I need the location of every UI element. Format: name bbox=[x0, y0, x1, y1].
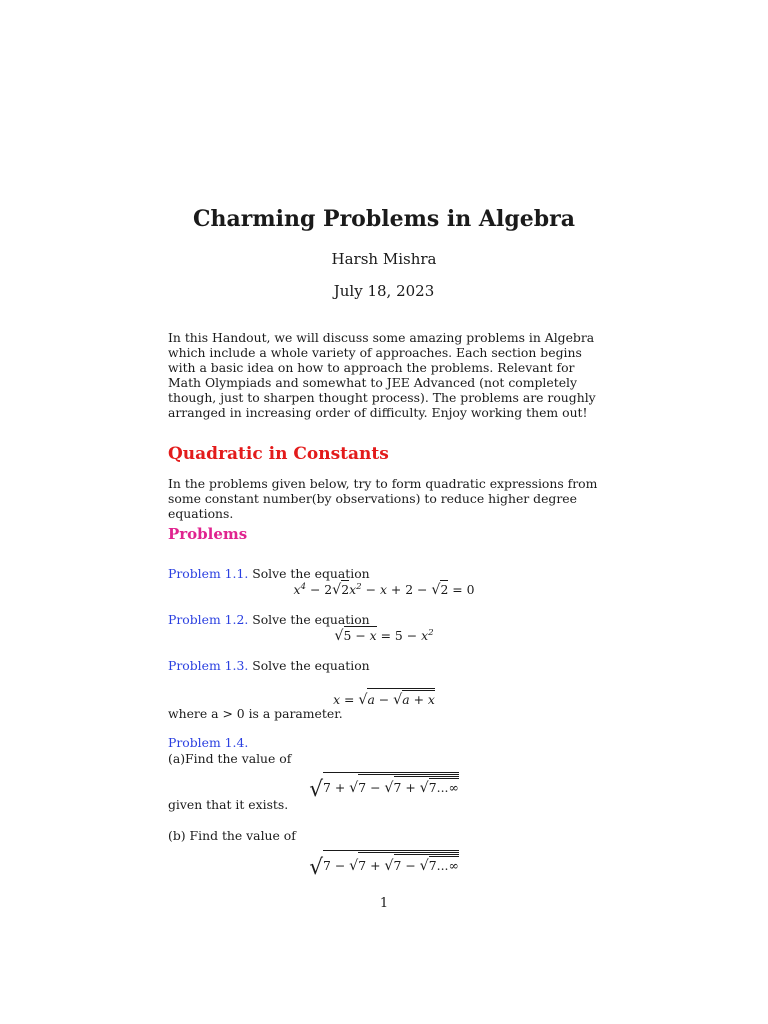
problem-label: Problem 1.2. bbox=[168, 612, 249, 627]
equation-1-4-a: √7 + √7 − √7 + √7...∞ bbox=[168, 772, 600, 802]
problem-1-1 bbox=[168, 566, 370, 581]
problem-1-4-part-a: (a)Find the value of bbox=[168, 751, 292, 766]
equation-1-2: $√5 - x = 5 - x^2$ bbox=[334, 627, 434, 644]
problem-1-3-note: where a > 0 is a parameter. bbox=[168, 706, 343, 721]
section-heading: Quadratic in Constants bbox=[168, 444, 389, 464]
problem-1-4-part-b: (b) Find the value of bbox=[168, 828, 296, 843]
problem-text: Solve the equation bbox=[252, 658, 370, 673]
date: July 18, 2023 bbox=[333, 282, 435, 300]
subsection-heading: Problems bbox=[168, 525, 248, 543]
problem-label: Problem 1.3. bbox=[168, 658, 249, 673]
section-intro: In the problems given below, try to form quadratic expressions from some constant number(by observations) to reduce higher degree equations. bbox=[168, 476, 598, 521]
equation-1-4-b: √7 − √7 + √7 − √7...∞ bbox=[168, 850, 600, 880]
problem-text: Solve the equation bbox=[252, 566, 370, 581]
abstract: In this Handout, we will discuss some amazing problems in Algebra which include a whole variety of approaches. Each section begins with a basic idea on how to approach the problems. Relevant for Math Olympiads and somewhat to JEE Advanced (not completely though, just to sharpen thought process). The problems are roughly arranged in increasing order of difficulty. Enjoy working them out! bbox=[168, 330, 596, 420]
problem-1-4-label bbox=[168, 735, 248, 750]
problem-1-3 bbox=[168, 658, 370, 673]
problem-label: Problem 1.1. bbox=[168, 566, 249, 581]
equation-1-1: $x^4 - 2√2x^2 - x + 2 - √2 = 0$ bbox=[293, 581, 475, 598]
document-title: Charming Problems in Algebra bbox=[193, 206, 575, 232]
problem-text: Solve the equation bbox=[252, 612, 370, 627]
author: Harsh Mishra bbox=[331, 250, 437, 268]
equation-1-3: x = √a − √a + x bbox=[168, 688, 600, 708]
problem-label: Problem 1.4. bbox=[168, 735, 249, 750]
problem-1-4-note: given that it exists. bbox=[168, 797, 289, 812]
problem-1-2 bbox=[168, 612, 370, 627]
page-number: 1 bbox=[379, 896, 389, 911]
